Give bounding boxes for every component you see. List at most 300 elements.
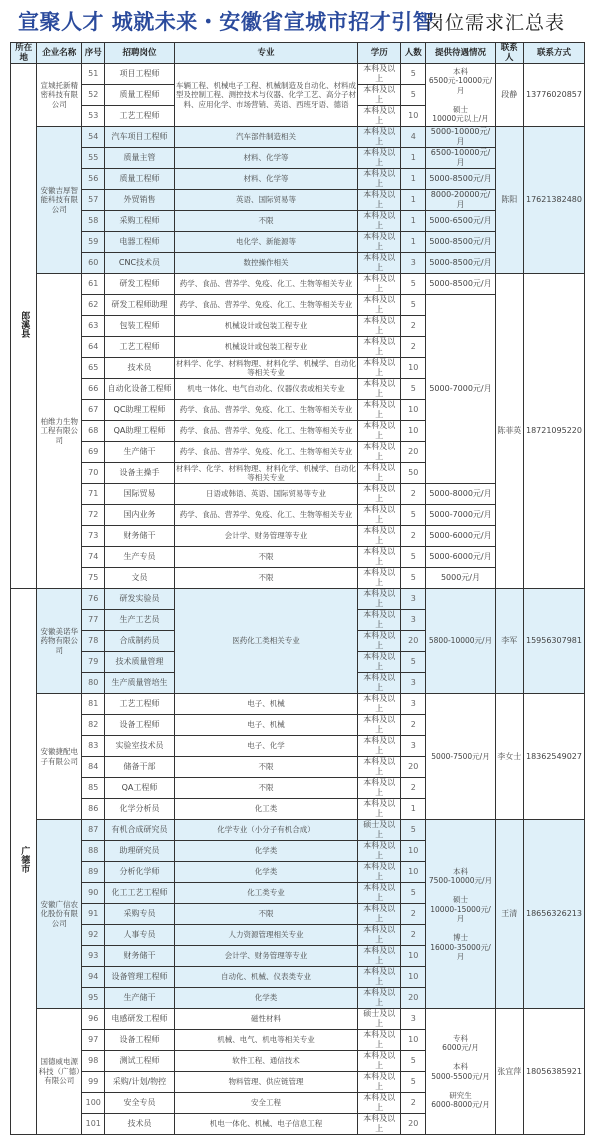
row-number: 57 xyxy=(82,190,105,211)
degree-cell: 本科及以上 xyxy=(358,778,401,799)
degree-cell: 本科及以上 xyxy=(358,883,401,904)
company-name: 安徽捷配电子有限公司 xyxy=(37,694,82,820)
degree-cell: 本科及以上 xyxy=(358,526,401,547)
count-cell: 5 xyxy=(401,820,426,841)
row-number: 94 xyxy=(82,967,105,988)
major-cell: 机械设计或包装工程专业 xyxy=(174,337,358,358)
row-number: 99 xyxy=(82,1072,105,1093)
degree-cell: 本科及以上 xyxy=(358,400,401,421)
count-cell: 5 xyxy=(401,295,426,316)
salary-cell: 5000-6500元/月 xyxy=(426,211,495,232)
major-cell: 药学、食品、营养学、免疫、化工、生物等相关专业 xyxy=(174,421,358,442)
count-cell: 2 xyxy=(401,778,426,799)
degree-cell: 本科及以上 xyxy=(358,106,401,127)
degree-cell: 本科及以上 xyxy=(358,274,401,295)
degree-cell: 本科及以上 xyxy=(358,547,401,568)
position-cell: 技术员 xyxy=(105,1114,174,1135)
count-cell: 2 xyxy=(401,337,426,358)
degree-cell: 本科及以上 xyxy=(358,799,401,820)
degree-cell: 本科及以上 xyxy=(358,295,401,316)
count-cell: 5 xyxy=(401,652,426,673)
major-cell: 机械设计或包装工程专业 xyxy=(174,316,358,337)
count-cell: 20 xyxy=(401,988,426,1009)
row-number: 66 xyxy=(82,379,105,400)
major-cell: 日语或韩语、英语、国际贸易等专业 xyxy=(174,484,358,505)
major-cell: 会计学、财务管理等专业 xyxy=(174,526,358,547)
position-cell: 技术员 xyxy=(105,358,174,379)
position-cell: 财务储干 xyxy=(105,946,174,967)
count-cell: 3 xyxy=(401,589,426,610)
major-cell: 软件工程、通信技术 xyxy=(174,1051,358,1072)
position-cell: 设备工程师 xyxy=(105,1030,174,1051)
count-cell: 3 xyxy=(401,253,426,274)
major-cell: 材料学、化学、材料物理、材料化学、机械学、自动化等相关专业 xyxy=(175,358,356,377)
contact-phone[interactable]: 18721095220 xyxy=(523,274,584,589)
major-cell: 不限 xyxy=(174,211,358,232)
count-cell: 2 xyxy=(401,715,426,736)
count-cell: 5 xyxy=(401,505,426,526)
position-cell: 包装工程师 xyxy=(105,316,174,337)
count-cell: 20 xyxy=(401,442,426,463)
major-cell: 电子、化学 xyxy=(174,736,358,757)
count-cell: 10 xyxy=(401,358,426,379)
salary-cell: 5800-10000元/月 xyxy=(426,589,495,694)
degree-cell: 本科及以上 xyxy=(358,988,401,1009)
degree-cell: 本科及以上 xyxy=(358,85,401,106)
row-number: 78 xyxy=(82,631,105,652)
region-cell xyxy=(11,64,37,589)
row-number: 62 xyxy=(82,295,105,316)
degree-cell: 本科及以上 xyxy=(358,505,401,526)
position-cell: 设备管理工程师 xyxy=(105,967,174,988)
major-cell: 药学、食品、营养学、免疫、化工、生物等相关专业 xyxy=(174,442,358,463)
contact-phone[interactable]: 18362549027 xyxy=(523,694,584,820)
position-cell: QC助理工程师 xyxy=(105,400,174,421)
major-cell: 数控操作相关 xyxy=(174,253,358,274)
position-cell: 国际贸易 xyxy=(105,484,174,505)
degree-cell: 本科及以上 xyxy=(358,463,401,484)
degree-cell: 本科及以上 xyxy=(358,421,401,442)
region-cell xyxy=(11,589,37,1135)
position-cell: 生产工艺员 xyxy=(105,610,174,631)
count-cell: 5 xyxy=(401,379,426,400)
count-cell: 10 xyxy=(401,862,426,883)
company-name: 安徽美诺华药物有限公司 xyxy=(37,589,82,694)
count-cell: 20 xyxy=(401,757,426,778)
salary-cell: 本科 7500-10000元/月 硕士 10000-15000元/月 博士 16000-35000元/月 xyxy=(426,820,495,1009)
major-cell: 电子、机械 xyxy=(174,694,358,715)
degree-cell: 本科及以上 xyxy=(358,904,401,925)
table-row xyxy=(11,589,585,610)
degree-cell: 本科及以上 xyxy=(358,358,401,379)
count-cell: 3 xyxy=(401,610,426,631)
degree-cell: 本科及以上 xyxy=(358,169,401,190)
row-number: 95 xyxy=(82,988,105,1009)
major-cell: 药学、食品、营养学、免疫、化工、生物等相关专业 xyxy=(174,274,358,295)
major-cell: 不限 xyxy=(174,547,358,568)
contact-phone[interactable]: 17621382480 xyxy=(523,127,584,274)
table-header-row xyxy=(11,43,585,64)
position-cell: CNC技术员 xyxy=(105,253,174,274)
major-cell: 磁性材料 xyxy=(174,1009,358,1030)
row-number: 81 xyxy=(82,694,105,715)
row-number: 85 xyxy=(82,778,105,799)
row-number: 75 xyxy=(82,568,105,589)
degree-cell: 本科及以上 xyxy=(358,148,401,169)
contact-person: 王清 xyxy=(495,820,523,1009)
degree-cell: 本科及以上 xyxy=(358,1051,401,1072)
job-demand-table xyxy=(10,42,585,1135)
degree-cell: 本科及以上 xyxy=(358,841,401,862)
position-cell: 安全专员 xyxy=(105,1093,174,1114)
position-cell: 采购工程师 xyxy=(105,211,174,232)
col-company: 企业名称 xyxy=(37,43,82,64)
position-cell: 文员 xyxy=(105,568,174,589)
row-number: 74 xyxy=(82,547,105,568)
row-number: 80 xyxy=(82,673,105,694)
position-cell: 自动化设备工程师 xyxy=(105,379,174,400)
count-cell: 5 xyxy=(401,85,426,106)
row-number: 72 xyxy=(82,505,105,526)
position-cell: 有机合成研究员 xyxy=(105,820,174,841)
table-row xyxy=(11,127,585,148)
position-cell: 电感研发工程师 xyxy=(105,1009,174,1030)
count-cell: 5 xyxy=(401,883,426,904)
count-cell: 2 xyxy=(401,925,426,946)
degree-cell: 本科及以上 xyxy=(358,862,401,883)
major-cell: 电子、机械 xyxy=(174,715,358,736)
page-title: 宣聚人才 城就未来・安徽省宣城市招才引智 xyxy=(18,10,435,34)
major-cell: 医药化工类相关专业 xyxy=(174,589,358,694)
degree-cell: 硕士及以上 xyxy=(358,820,401,841)
position-cell: 人事专员 xyxy=(105,925,174,946)
table-row xyxy=(11,820,585,841)
row-number: 70 xyxy=(82,463,105,484)
count-cell: 20 xyxy=(401,1114,426,1135)
row-number: 76 xyxy=(82,589,105,610)
count-cell: 10 xyxy=(401,1030,426,1051)
salary-cell: 5000-8500元/月 xyxy=(426,169,495,190)
degree-cell: 本科及以上 xyxy=(358,1030,401,1051)
salary-cell: 5000-7000元/月 xyxy=(426,295,495,484)
salary-cell: 5000-8500元/月 xyxy=(426,232,495,253)
major-cell: 机电一体化、电气自动化、仪器仪表或相关专业 xyxy=(174,379,358,400)
degree-cell: 本科及以上 xyxy=(358,442,401,463)
count-cell: 2 xyxy=(401,1093,426,1114)
major-cell: 化工类 xyxy=(174,799,358,820)
salary-cell: 5000-6000元/月 xyxy=(426,547,495,568)
major-cell: 汽车部件制造相关 xyxy=(174,127,358,148)
salary-cell: 5000-7000元/月 xyxy=(426,505,495,526)
contact-person: 李军 xyxy=(495,589,523,694)
row-number: 63 xyxy=(82,316,105,337)
row-number: 59 xyxy=(82,232,105,253)
company-name: 安徽吉厚智能科技有限公司 xyxy=(37,127,82,274)
major-cell: 人力资源管理相关专业 xyxy=(174,925,358,946)
row-number: 97 xyxy=(82,1030,105,1051)
salary-cell: 6500-10000元/月 xyxy=(426,148,495,169)
col-position: 招聘岗位 xyxy=(105,43,174,64)
position-cell: 采购专员 xyxy=(105,904,174,925)
row-number: 67 xyxy=(82,400,105,421)
row-number: 96 xyxy=(82,1009,105,1030)
position-cell: QA助理工程师 xyxy=(105,421,174,442)
count-cell: 1 xyxy=(401,232,426,253)
count-cell: 4 xyxy=(401,127,426,148)
count-cell: 10 xyxy=(401,841,426,862)
col-phone: 联系方式 xyxy=(523,43,584,64)
col-major: 专业 xyxy=(174,43,358,64)
position-cell: 设备工程师 xyxy=(105,715,174,736)
position-cell: 实验室技术员 xyxy=(105,736,174,757)
position-cell: 质量工程师 xyxy=(105,85,174,106)
major-cell: 物料管理、供应链管理 xyxy=(174,1072,358,1093)
row-number: 52 xyxy=(82,85,105,106)
degree-cell: 本科及以上 xyxy=(358,1072,401,1093)
salary-cell: 5000元/月 xyxy=(426,568,495,589)
row-number: 88 xyxy=(82,841,105,862)
position-cell: 项目工程师 xyxy=(105,64,174,85)
col-number: 序号 xyxy=(82,43,105,64)
contact-phone[interactable]: 18056385921 xyxy=(523,1009,584,1135)
row-number: 83 xyxy=(82,736,105,757)
row-number: 84 xyxy=(82,757,105,778)
position-cell: 工艺工程师 xyxy=(105,694,174,715)
major-cell: 电化学、新能源等 xyxy=(174,232,358,253)
major-cell: 化学类 xyxy=(174,988,358,1009)
contact-phone[interactable]: 18656326213 xyxy=(523,820,584,1009)
count-cell: 1 xyxy=(401,148,426,169)
position-cell: 质量主管 xyxy=(105,148,174,169)
position-cell: 质量工程师 xyxy=(105,169,174,190)
major-cell: 机电一体化、机械、电子信息工程 xyxy=(174,1114,358,1135)
degree-cell: 本科及以上 xyxy=(358,967,401,988)
degree-cell: 本科及以上 xyxy=(358,631,401,652)
position-cell: 储备干部 xyxy=(105,757,174,778)
salary-cell: 5000-8000元/月 xyxy=(426,484,495,505)
contact-person: 李女士 xyxy=(495,694,523,820)
degree-cell: 本科及以上 xyxy=(358,925,401,946)
degree-cell: 本科及以上 xyxy=(358,127,401,148)
row-number: 79 xyxy=(82,652,105,673)
row-number: 56 xyxy=(82,169,105,190)
position-cell: 化学分析员 xyxy=(105,799,174,820)
company-name: 柏维力生物工程有限公司 xyxy=(37,274,82,589)
row-number: 91 xyxy=(82,904,105,925)
contact-person: 陈阳 xyxy=(495,127,523,274)
row-number: 86 xyxy=(82,799,105,820)
count-cell: 5 xyxy=(401,64,426,85)
row-number: 71 xyxy=(82,484,105,505)
company-name: 国德威电源科技（广德）有限公司 xyxy=(37,1009,82,1135)
row-number: 53 xyxy=(82,106,105,127)
count-cell: 5 xyxy=(401,1051,426,1072)
degree-cell: 本科及以上 xyxy=(358,316,401,337)
row-number: 58 xyxy=(82,211,105,232)
count-cell: 2 xyxy=(401,526,426,547)
count-cell: 1 xyxy=(401,169,426,190)
degree-cell: 本科及以上 xyxy=(358,337,401,358)
position-cell: 技术质量管理 xyxy=(105,652,174,673)
count-cell: 3 xyxy=(401,673,426,694)
major-cell: 材料、化学等 xyxy=(174,169,358,190)
count-cell: 10 xyxy=(401,946,426,967)
major-cell: 会计学、财务管理等专业 xyxy=(174,946,358,967)
row-number: 69 xyxy=(82,442,105,463)
major-cell: 不限 xyxy=(174,568,358,589)
major-cell: 材料学、化学、材料物理、材料化学、机械学、自动化等相关专业 xyxy=(175,463,356,482)
degree-cell: 本科及以上 xyxy=(358,610,401,631)
position-cell: 研发工程师助理 xyxy=(105,295,174,316)
row-number: 98 xyxy=(82,1051,105,1072)
degree-cell: 本科及以上 xyxy=(358,715,401,736)
row-number: 92 xyxy=(82,925,105,946)
salary-cell: 5000-10000元/月 xyxy=(426,127,495,148)
count-cell: 1 xyxy=(401,211,426,232)
row-number: 89 xyxy=(82,862,105,883)
position-cell: 外贸销售 xyxy=(105,190,174,211)
row-number: 93 xyxy=(82,946,105,967)
row-number: 77 xyxy=(82,610,105,631)
row-number: 65 xyxy=(82,358,105,379)
region-name: 广德市 xyxy=(19,846,30,873)
position-cell: 测试工程师 xyxy=(105,1051,174,1072)
count-cell: 1 xyxy=(401,799,426,820)
count-cell: 5 xyxy=(401,547,426,568)
page-subtitle: 岗位需求汇总表 xyxy=(425,12,566,34)
major-cell: 车辆工程、机械电子工程、机械制造及自动化、材料成型及控制工程、测控技术与仪器、化学工艺、高分子材料、应用化学、市场营销、英语、西班牙语、德语 xyxy=(174,64,358,127)
row-number: 61 xyxy=(82,274,105,295)
row-number: 54 xyxy=(82,127,105,148)
degree-cell: 本科及以上 xyxy=(358,232,401,253)
count-cell: 10 xyxy=(401,967,426,988)
degree-cell: 本科及以上 xyxy=(358,64,401,85)
row-number: 100 xyxy=(82,1093,105,1114)
row-number: 55 xyxy=(82,148,105,169)
position-cell: 汽车项目工程师 xyxy=(105,127,174,148)
major-cell: 化学专业（小分子有机合成） xyxy=(174,820,358,841)
count-cell: 2 xyxy=(401,904,426,925)
degree-cell: 本科及以上 xyxy=(358,694,401,715)
major-cell: 不限 xyxy=(174,778,358,799)
major-cell: 自动化、机械、仪表类专业 xyxy=(174,967,358,988)
count-cell: 5 xyxy=(401,568,426,589)
major-cell: 安全工程 xyxy=(174,1093,358,1114)
major-cell: 化学类 xyxy=(174,841,358,862)
position-cell: 分析化学师 xyxy=(105,862,174,883)
count-cell: 3 xyxy=(401,694,426,715)
table-row xyxy=(11,694,585,715)
degree-cell: 本科及以上 xyxy=(358,568,401,589)
salary-cell: 5000-8500元/月 xyxy=(426,274,495,295)
position-cell: 设备主操手 xyxy=(105,463,174,484)
salary-cell: 5000-8500元/月 xyxy=(426,253,495,274)
contact-person: 张宜萍 xyxy=(495,1009,523,1135)
salary-cell: 8000-20000元/月 xyxy=(426,190,495,211)
major-cell: 机械、电气、机电等相关专业 xyxy=(174,1030,358,1051)
contact-person: 段静 xyxy=(495,64,523,127)
major-cell: 化工类专业 xyxy=(174,883,358,904)
major-cell: 不限 xyxy=(174,904,358,925)
region-name: 郎溪县 xyxy=(19,310,30,338)
position-cell: QA工程师 xyxy=(105,778,174,799)
major-cell: 材料、化学等 xyxy=(174,148,358,169)
position-cell: 工艺工程师 xyxy=(105,106,174,127)
count-cell: 3 xyxy=(401,736,426,757)
salary-cell: 专科 6000元/月 本科 5000-5500元/月 研究生 6000-8000元/月 xyxy=(426,1009,495,1135)
col-salary: 提供待遇情况 xyxy=(426,43,495,64)
degree-cell: 本科及以上 xyxy=(358,1114,401,1135)
row-number: 68 xyxy=(82,421,105,442)
degree-cell: 本科及以上 xyxy=(358,757,401,778)
degree-cell: 本科及以上 xyxy=(358,946,401,967)
table-row xyxy=(11,274,585,295)
degree-cell: 本科及以上 xyxy=(358,652,401,673)
count-cell: 2 xyxy=(401,316,426,337)
degree-cell: 本科及以上 xyxy=(358,1093,401,1114)
major-cell: 化学类 xyxy=(174,862,358,883)
col-count: 人数 xyxy=(401,43,426,64)
salary-cell: 本科 6500元-10000元/月 硕士 10000元以上/月 xyxy=(426,64,495,127)
company-name: 宣城托新精密科技有限公司 xyxy=(37,64,82,127)
salary-cell: 5000-6000元/月 xyxy=(426,526,495,547)
position-cell: 研发工程师 xyxy=(105,274,174,295)
table-row xyxy=(11,1009,585,1030)
count-cell: 5 xyxy=(401,1072,426,1093)
row-number: 73 xyxy=(82,526,105,547)
position-cell: 生产储干 xyxy=(105,442,174,463)
row-number: 82 xyxy=(82,715,105,736)
position-cell: 生产储干 xyxy=(105,988,174,1009)
count-cell: 20 xyxy=(401,631,426,652)
contact-phone[interactable]: 13776020857 xyxy=(523,64,584,127)
position-cell: 国内业务 xyxy=(105,505,174,526)
row-number: 90 xyxy=(82,883,105,904)
major-cell: 英语、国际贸易等 xyxy=(174,190,358,211)
contact-person: 陈菲英 xyxy=(495,274,523,589)
col-degree: 学历 xyxy=(358,43,401,64)
row-number: 101 xyxy=(82,1114,105,1135)
contact-phone[interactable]: 15956307981 xyxy=(523,589,584,694)
major-cell: 不限 xyxy=(174,757,358,778)
count-cell: 2 xyxy=(401,484,426,505)
table-row xyxy=(11,64,585,85)
degree-cell: 本科及以上 xyxy=(358,379,401,400)
count-cell: 10 xyxy=(401,400,426,421)
position-cell: 采购/计划/物控 xyxy=(105,1072,174,1093)
col-contact: 联系人 xyxy=(495,43,523,64)
col-location: 所在地 xyxy=(11,43,37,64)
count-cell: 10 xyxy=(401,421,426,442)
position-cell: 合成制药员 xyxy=(105,631,174,652)
position-cell: 电器工程师 xyxy=(105,232,174,253)
degree-cell: 本科及以上 xyxy=(358,589,401,610)
degree-cell: 本科及以上 xyxy=(358,253,401,274)
degree-cell: 本科及以上 xyxy=(358,484,401,505)
count-cell: 3 xyxy=(401,1009,426,1030)
salary-cell: 5000-7500元/月 xyxy=(426,694,495,820)
position-cell: 工艺工程师 xyxy=(105,337,174,358)
company-name: 安徽广信农化股份有限公司 xyxy=(37,820,82,1009)
position-cell: 生产专员 xyxy=(105,547,174,568)
row-number: 87 xyxy=(82,820,105,841)
count-cell: 50 xyxy=(401,463,426,484)
row-number: 60 xyxy=(82,253,105,274)
count-cell: 5 xyxy=(401,274,426,295)
degree-cell: 本科及以上 xyxy=(358,673,401,694)
row-number: 51 xyxy=(82,64,105,85)
major-cell: 药学、食品、营养学、免疫、化工、生物等相关专业 xyxy=(174,400,358,421)
